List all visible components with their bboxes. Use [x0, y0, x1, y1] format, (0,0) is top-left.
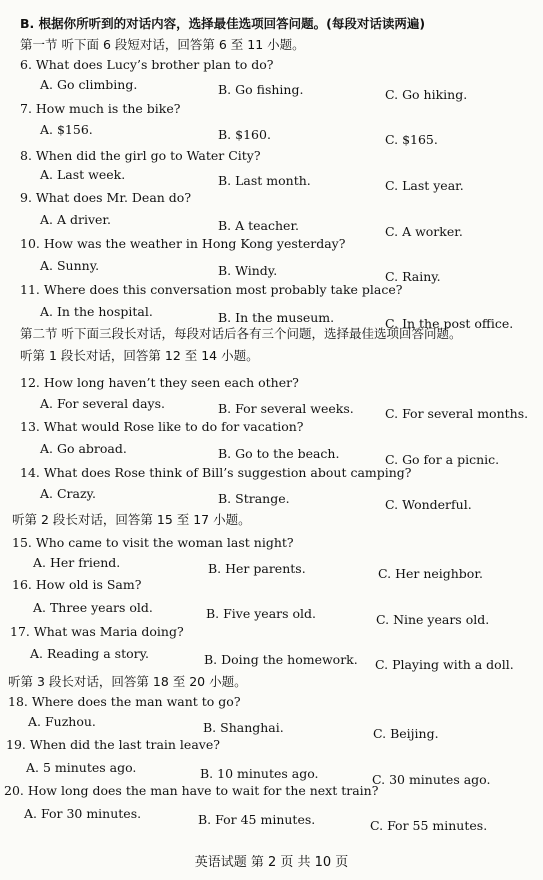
q11-option-a: A. In the hospital.: [40, 304, 153, 319]
section-2-heading: 第二节 听下面三段长对话，每段对话后各有三个问题，选择最佳选项回答问题。: [20, 326, 462, 341]
q9-option-b: B. A teacher.: [218, 218, 300, 233]
q8-option-a: A. Last week.: [40, 167, 126, 182]
instruction-heading: B. 根据你所听到的对话内容，选择最佳选项回答问题。(每段对话读两遍): [20, 16, 426, 31]
question-10: 10. How was the weather in Hong Kong yesterday?: [20, 236, 346, 251]
q13-option-c: C. Go for a picnic.: [385, 452, 500, 467]
q13-option-b: B. Go to the beach.: [218, 446, 340, 461]
q8-option-b: B. Last month.: [218, 173, 311, 188]
question-19: 19. When did the last train leave?: [6, 737, 220, 752]
q6-option-a: A. Go climbing.: [40, 77, 138, 92]
q7-option-b: B. $160.: [218, 127, 271, 142]
question-20: 20. How long does the man have to wait for the next train?: [4, 783, 379, 798]
q17-option-a: A. Reading a story.: [30, 646, 150, 661]
q20-option-c: C. For 55 minutes.: [370, 818, 488, 833]
q13-option-a: A. Go abroad.: [40, 441, 127, 456]
q6-option-b: B. Go fishing.: [218, 82, 304, 97]
q15-option-c: C. Her neighbor.: [378, 566, 483, 581]
q7-option-c: C. $165.: [385, 132, 438, 147]
q14-option-a: A. Crazy.: [40, 486, 96, 501]
question-14: 14. What does Rose think of Bill’s suggestion about camping?: [20, 465, 412, 480]
dialog-2-heading: 听第 2 段长对话，回答第 15 至 17 小题。: [12, 512, 251, 527]
q10-option-a: A. Sunny.: [40, 258, 100, 273]
question-11: 11. Where does this conversation most probably take place?: [20, 282, 403, 297]
page-footer: 英语试题 第 2 页 共 10 页: [194, 855, 349, 870]
question-15: 15. Who came to visit the woman last night?: [12, 535, 294, 550]
q9-option-a: A. A driver.: [40, 212, 111, 227]
q15-option-a: A. Her friend.: [33, 555, 121, 570]
question-13: 13. What would Rose like to do for vacation?: [20, 419, 304, 434]
q18-option-b: B. Shanghai.: [203, 720, 284, 735]
q15-option-b: B. Her parents.: [208, 561, 306, 576]
question-8: 8. When did the girl go to Water City?: [20, 148, 261, 163]
q9-option-c: C. A worker.: [385, 224, 463, 239]
q6-option-c: C. Go hiking.: [385, 87, 468, 102]
q7-option-a: A. $156.: [40, 122, 93, 137]
q11-option-c: C. In the post office.: [385, 316, 514, 331]
question-6: 6. What does Lucy’s brother plan to do?: [20, 57, 274, 72]
q18-option-c: C. Beijing.: [373, 726, 439, 741]
question-16: 16. How old is Sam?: [12, 577, 142, 592]
q16-option-a: A. Three years old.: [33, 600, 153, 615]
dialog-1-heading: 听第 1 段长对话，回答第 12 至 14 小题。: [20, 348, 259, 363]
q19-option-b: B. 10 minutes ago.: [200, 766, 319, 781]
dialog-3-heading: 听第 3 段长对话，回答第 18 至 20 小题。: [8, 674, 247, 689]
q12-option-a: A. For several days.: [40, 396, 166, 411]
q12-option-c: C. For several months.: [385, 406, 529, 421]
section-1-heading: 第一节 听下面 6 段短对话，回答第 6 至 11 小题。: [20, 37, 305, 52]
q16-option-c: C. Nine years old.: [376, 612, 490, 627]
q19-option-c: C. 30 minutes ago.: [372, 772, 491, 787]
q17-option-b: B. Doing the homework.: [204, 652, 358, 667]
q20-option-b: B. For 45 minutes.: [198, 812, 316, 827]
q18-option-a: A. Fuzhou.: [28, 714, 96, 729]
q17-option-c: C. Playing with a doll.: [375, 657, 514, 672]
q19-option-a: A. 5 minutes ago.: [26, 760, 137, 775]
q14-option-c: C. Wonderful.: [385, 497, 472, 512]
question-9: 9. What does Mr. Dean do?: [20, 190, 192, 205]
q11-option-b: B. In the museum.: [218, 310, 335, 325]
q10-option-b: B. Windy.: [218, 263, 278, 278]
q8-option-c: C. Last year.: [385, 178, 464, 193]
q16-option-b: B. Five years old.: [206, 606, 317, 621]
question-7: 7. How much is the bike?: [20, 101, 181, 116]
q10-option-c: C. Rainy.: [385, 269, 441, 284]
q14-option-b: B. Strange.: [218, 491, 290, 506]
question-18: 18. Where does the man want to go?: [8, 694, 241, 709]
question-17: 17. What was Maria doing?: [10, 624, 184, 639]
question-12: 12. How long haven’t they seen each other?: [20, 375, 299, 390]
q12-option-b: B. For several weeks.: [218, 401, 354, 416]
q20-option-a: A. For 30 minutes.: [24, 806, 142, 821]
